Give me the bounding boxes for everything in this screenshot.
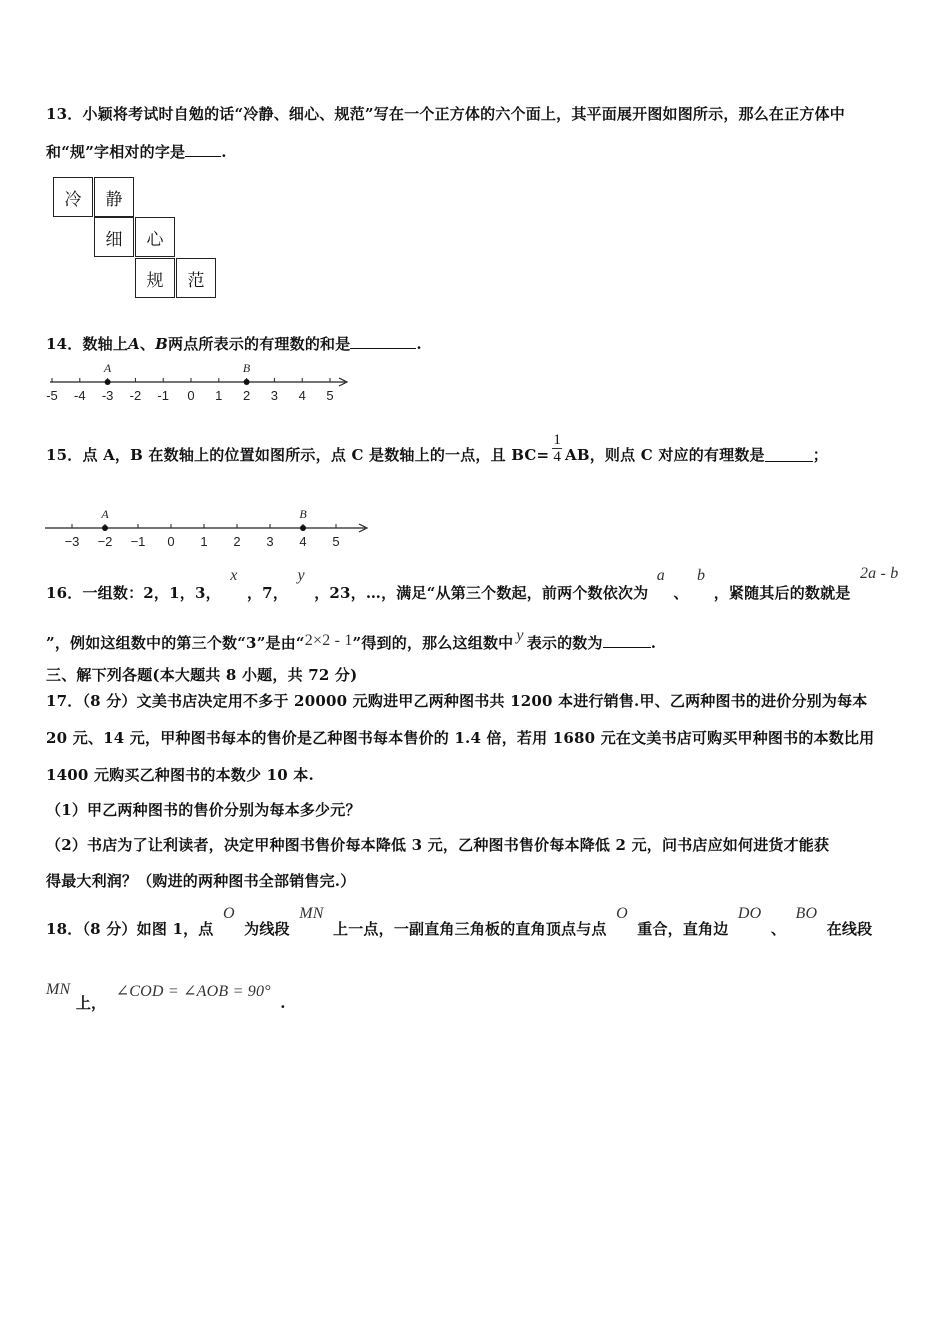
q18-line1	[46, 902, 872, 942]
q18-part6: 上，	[75, 994, 107, 1012]
expr-2x2-1: 2×2 - 1	[304, 632, 353, 649]
point-b	[300, 525, 306, 531]
point-b-label: B	[242, 361, 251, 375]
q16-part2: ，7，	[246, 584, 289, 602]
tick-label: 5	[332, 534, 340, 549]
net-cell-jing: 静	[94, 177, 134, 217]
q14-end: .	[416, 335, 422, 353]
var-mn: MN	[46, 981, 71, 998]
q13-end: .	[221, 143, 227, 161]
q13-line2-text: 和“规”字相对的字是	[46, 143, 186, 161]
tick-label: 1	[215, 388, 223, 403]
q16-part1: 16．一组数：2，1，3，	[46, 584, 221, 602]
q18-part3: 上一点，一副直角三角板的直角顶点与点	[333, 920, 607, 938]
q15-suffix: AB，则点 C 对应的有理数是	[565, 445, 765, 464]
point-b-label: B	[299, 507, 307, 521]
var-x: x	[230, 567, 238, 584]
q17-line1: 17．（8 分）文美书店决定用不多于 20000 元购进甲乙两种图书共 1200 本进行销售.甲、乙两种图书的进价分别为每本	[46, 692, 868, 710]
q16-line1	[46, 565, 899, 608]
q17-line3: 1400 元购买乙种图书的本数少 10 本.	[46, 766, 314, 784]
q16-l2c: 表示的数为	[526, 634, 603, 652]
q13-line2	[46, 141, 227, 162]
tick-label: -2	[129, 388, 142, 403]
expr-2a-b: 2a - b	[859, 565, 899, 582]
q16-part3: ，23，…，满足“从第三个数起，前两个数依次为	[314, 584, 649, 602]
tick-label: 3	[270, 388, 279, 403]
point-b	[244, 379, 250, 385]
tick-label: 2	[242, 388, 251, 403]
net-cell-fan: 范	[176, 258, 216, 298]
tick-label: 4	[299, 534, 307, 549]
q15-end: ；	[812, 445, 828, 464]
tick-label: -4	[74, 388, 86, 403]
point-a	[105, 379, 111, 385]
q13-line1: 13．小颖将考试时自勉的话“冷静、细心、规范”写在一个正方体的六个面上，其平面展开图如图所示，那么在正方体中	[46, 105, 845, 123]
q14-number-line	[40, 360, 360, 405]
frac-numerator: 1	[553, 431, 562, 448]
q14-sep: 、	[139, 335, 156, 353]
q18-end: .	[280, 994, 286, 1012]
var-o: O	[616, 905, 628, 922]
q18-part1: 18．（8 分）如图 1，点	[46, 920, 214, 938]
var-y: y	[297, 567, 305, 584]
q16-l2a: ”，例如这组数中的第三个数“3”是由“	[46, 634, 305, 652]
net-cell-leng: 冷	[53, 177, 93, 217]
tick-label: 0	[187, 388, 195, 403]
q14-point-a: A	[128, 335, 140, 353]
q18-dun: 、	[770, 920, 787, 938]
net-cell-gui: 规	[135, 258, 175, 298]
net-cell-xi: 细	[94, 217, 134, 257]
point-a-label: A	[103, 361, 112, 375]
var-mn: MN	[299, 905, 324, 922]
angle-equation: ∠COD = ∠AOB = 90°	[115, 983, 271, 1000]
answer-blank	[765, 447, 813, 462]
q18-line2	[46, 978, 286, 1014]
tick-label: 4	[298, 388, 306, 403]
q14-point-b: B	[155, 335, 169, 353]
frac-denominator: 4	[553, 448, 562, 465]
q16-end: .	[650, 634, 657, 652]
q18-part4: 重合，直角边	[637, 920, 729, 938]
q14-suffix: 两点所表示的有理数的和是	[168, 335, 351, 353]
tick-label: −2	[97, 534, 113, 549]
section-3-heading: 三、解下列各题(本大题共 8 小题，共 72 分)	[46, 666, 358, 684]
q14-text	[46, 333, 422, 354]
var-bo: BO	[795, 905, 818, 922]
tick-label: 5	[326, 388, 334, 403]
point-a-label: A	[101, 507, 109, 521]
var-a: a	[656, 567, 665, 584]
q17-sub2b: 得最大利润？（购进的两种图书全部销售完.）	[46, 872, 356, 890]
q16-line2	[46, 626, 656, 656]
q16-dun: 、	[673, 584, 689, 602]
net-cell-xin: 心	[135, 217, 175, 257]
q17-sub1: （1）甲乙两种图书的售价分别为每本多少元？	[46, 801, 361, 819]
answer-blank	[185, 142, 221, 157]
q15-prefix: 15．点 A，B 在数轴上的位置如图所示，点 C 是数轴上的一点，且 BC=	[46, 445, 550, 464]
var-y: y	[516, 627, 524, 644]
q16-part4: ，紧随其后的数就是	[713, 584, 851, 602]
tick-label: 3	[266, 534, 274, 549]
q17-line2: 20 元、14 元，甲种图书每本的售价是乙种图书每本售价的 1.4 倍，若用 1680 元在文美书店可购买甲种图书的本数比用	[46, 729, 875, 747]
var-o: O	[222, 905, 235, 922]
tick-label: 1	[200, 534, 208, 549]
tick-label: 2	[233, 534, 241, 549]
tick-label: 0	[167, 534, 175, 549]
q15-number-line	[40, 502, 380, 554]
answer-blank	[350, 334, 416, 349]
var-do: DO	[737, 905, 762, 922]
tick-label: -3	[101, 388, 114, 403]
q16-l2b: ”得到的，那么这组数中	[352, 634, 514, 652]
q17-sub2a: （2）书店为了让利读者，决定甲种图书售价每本降低 3 元，乙种图书售价每本降低 2 元，问书店应如何进货才能获	[46, 836, 830, 854]
tick-label: −3	[64, 534, 80, 549]
tick-label: -5	[46, 388, 58, 403]
q14-prefix: 14．数轴上	[46, 335, 129, 353]
point-a	[102, 525, 108, 531]
q15-text	[46, 424, 828, 484]
q15-fraction	[552, 432, 562, 465]
tick-label: −1	[130, 534, 146, 549]
q18-part5: 在线段	[826, 920, 873, 938]
q18-part2: 为线段	[244, 920, 290, 938]
var-b: b	[697, 567, 706, 584]
answer-blank	[603, 633, 651, 648]
tick-label: -1	[157, 388, 169, 403]
